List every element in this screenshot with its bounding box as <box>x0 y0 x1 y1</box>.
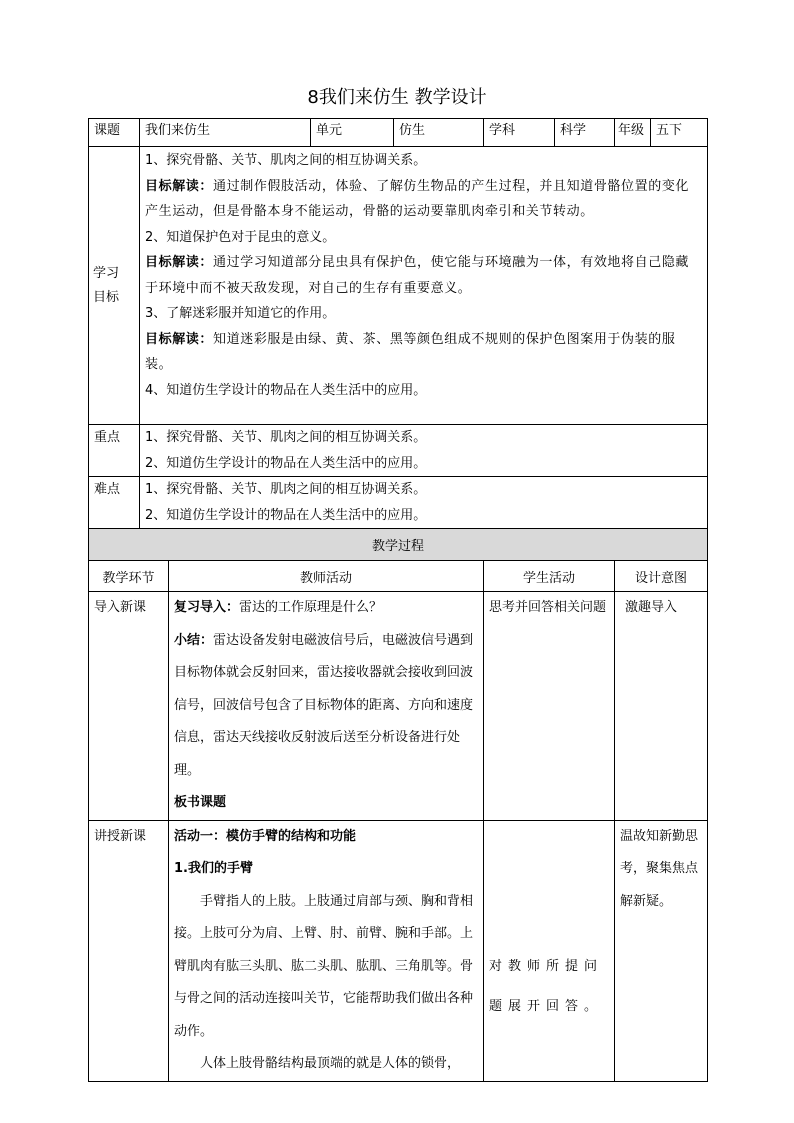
new-student: 对教师所提问题展开回答。 <box>484 820 615 1081</box>
difficulties-label: 难点 <box>89 477 140 529</box>
new-stage: 讲授新课 <box>89 820 169 1081</box>
new-lesson-row <box>89 820 708 1081</box>
col-intent: 设计意图 <box>615 561 708 592</box>
goal-explanation: 目标解读：通过制作假肢活动，体验、了解仿生物品的产生过程，并且知道骨骼位置的变化产生运动，但是骨骼本身不能运动，骨骼的运动要靠肌肉牵引和关节转动。 <box>145 178 690 219</box>
difficulties-row <box>89 477 708 529</box>
intro-student: 思考并回答相关问题 <box>484 592 615 821</box>
goal-item: 3、了解迷彩服并知道它的作用。 <box>145 306 336 321</box>
goals-content <box>140 147 708 425</box>
unit-value: 仿生 <box>394 119 484 147</box>
paragraph: 人体上肢骨骼结构最顶端的就是人体的锁骨， <box>200 1056 461 1071</box>
process-header-row <box>89 561 708 592</box>
intro-stage: 导入新课 <box>89 592 169 821</box>
paragraph: 手臂指人的上肢。上肢通过肩部与颈、胸和背相接。上肢可分为肩、上臂、肘、前臂、腕和手部。上臂肌肉有肱三头肌、肱二头肌、肱肌、三角肌等。骨与骨之间的活动连接叫关节，它能帮助我们做出各种动作。 <box>174 893 474 1039</box>
header-row <box>89 119 708 147</box>
col-student: 学生活动 <box>484 561 615 592</box>
goal-explanation: 目标解读：知道迷彩服是由绿、黄、茶、黑等颜色组成不规则的保护色图案用于伪装的服装。 <box>145 331 676 372</box>
intro-row <box>89 592 708 821</box>
unit-label: 单元 <box>311 119 394 147</box>
goal-item: 1、探究骨骼、关节、肌肉之间的相互协调关系。 <box>145 153 427 168</box>
grade-value: 五下 <box>651 119 708 147</box>
process-title-row <box>89 529 708 561</box>
section-heading: 1.我们的手臂 <box>174 861 253 876</box>
difficulties-content <box>140 477 708 529</box>
new-intent: 温故知新勤思考，聚集焦点解新疑。 <box>615 820 708 1081</box>
grade-label: 年级 <box>615 119 651 147</box>
key-points-label: 重点 <box>89 425 140 477</box>
goals-label-text: 学习目标 <box>93 265 120 305</box>
activity-title: 活动一：模仿手臂的结构和功能 <box>174 828 357 844</box>
key-point-item: 2、知道仿生学设计的物品在人类生活中的应用。 <box>145 455 427 471</box>
col-stage: 教学环节 <box>89 561 169 592</box>
subject-label: 学科 <box>484 119 555 147</box>
summary: 小结：雷达设备发射电磁波信号后，电磁波信号遇到目标物体就会反射回来，雷达接收器就会接收到回波信号，回波信号包含了目标物体的距离、方向和速度信息，雷达天线接收反射波后送至分析设备进行处理。 <box>174 632 474 778</box>
subject-value: 科学 <box>555 119 615 147</box>
key-point-item: 1、探究骨骼、关节、肌肉之间的相互协调关系。 <box>145 430 427 445</box>
process-title: 教学过程 <box>89 529 708 561</box>
goals-row <box>89 147 708 425</box>
new-teacher <box>169 820 484 1081</box>
goal-item: 4、知道仿生学设计的物品在人类生活中的应用。 <box>145 382 427 398</box>
intro-teacher <box>169 592 484 821</box>
col-teacher: 教师活动 <box>169 561 484 592</box>
board-title: 板书课题 <box>174 795 227 810</box>
difficulty-item: 2、知道仿生学设计的物品在人类生活中的应用。 <box>145 507 427 523</box>
key-points-content <box>140 425 708 477</box>
page-title: 8我们来仿生 教学设计 <box>307 87 487 108</box>
course-label: 课题 <box>89 119 140 147</box>
lesson-plan-table <box>88 118 708 1082</box>
goal-item: 2、知道保护色对于昆虫的意义。 <box>145 229 336 245</box>
goals-label <box>89 147 140 425</box>
difficulty-item: 1、探究骨骼、关节、肌肉之间的相互协调关系。 <box>145 482 427 497</box>
course-value: 我们来仿生 <box>140 119 311 147</box>
intro-intent: 激趣导入 <box>615 592 708 821</box>
review-question: 复习导入：雷达的工作原理是什么？ <box>174 600 383 615</box>
goal-explanation: 目标解读：通过学习知道部分昆虫具有保护色，使它能与环境融为一体，有效地将自己隐藏于环境中而不被天敌发现，对自己的生存有重要意义。 <box>145 255 690 296</box>
key-points-row <box>89 425 708 477</box>
